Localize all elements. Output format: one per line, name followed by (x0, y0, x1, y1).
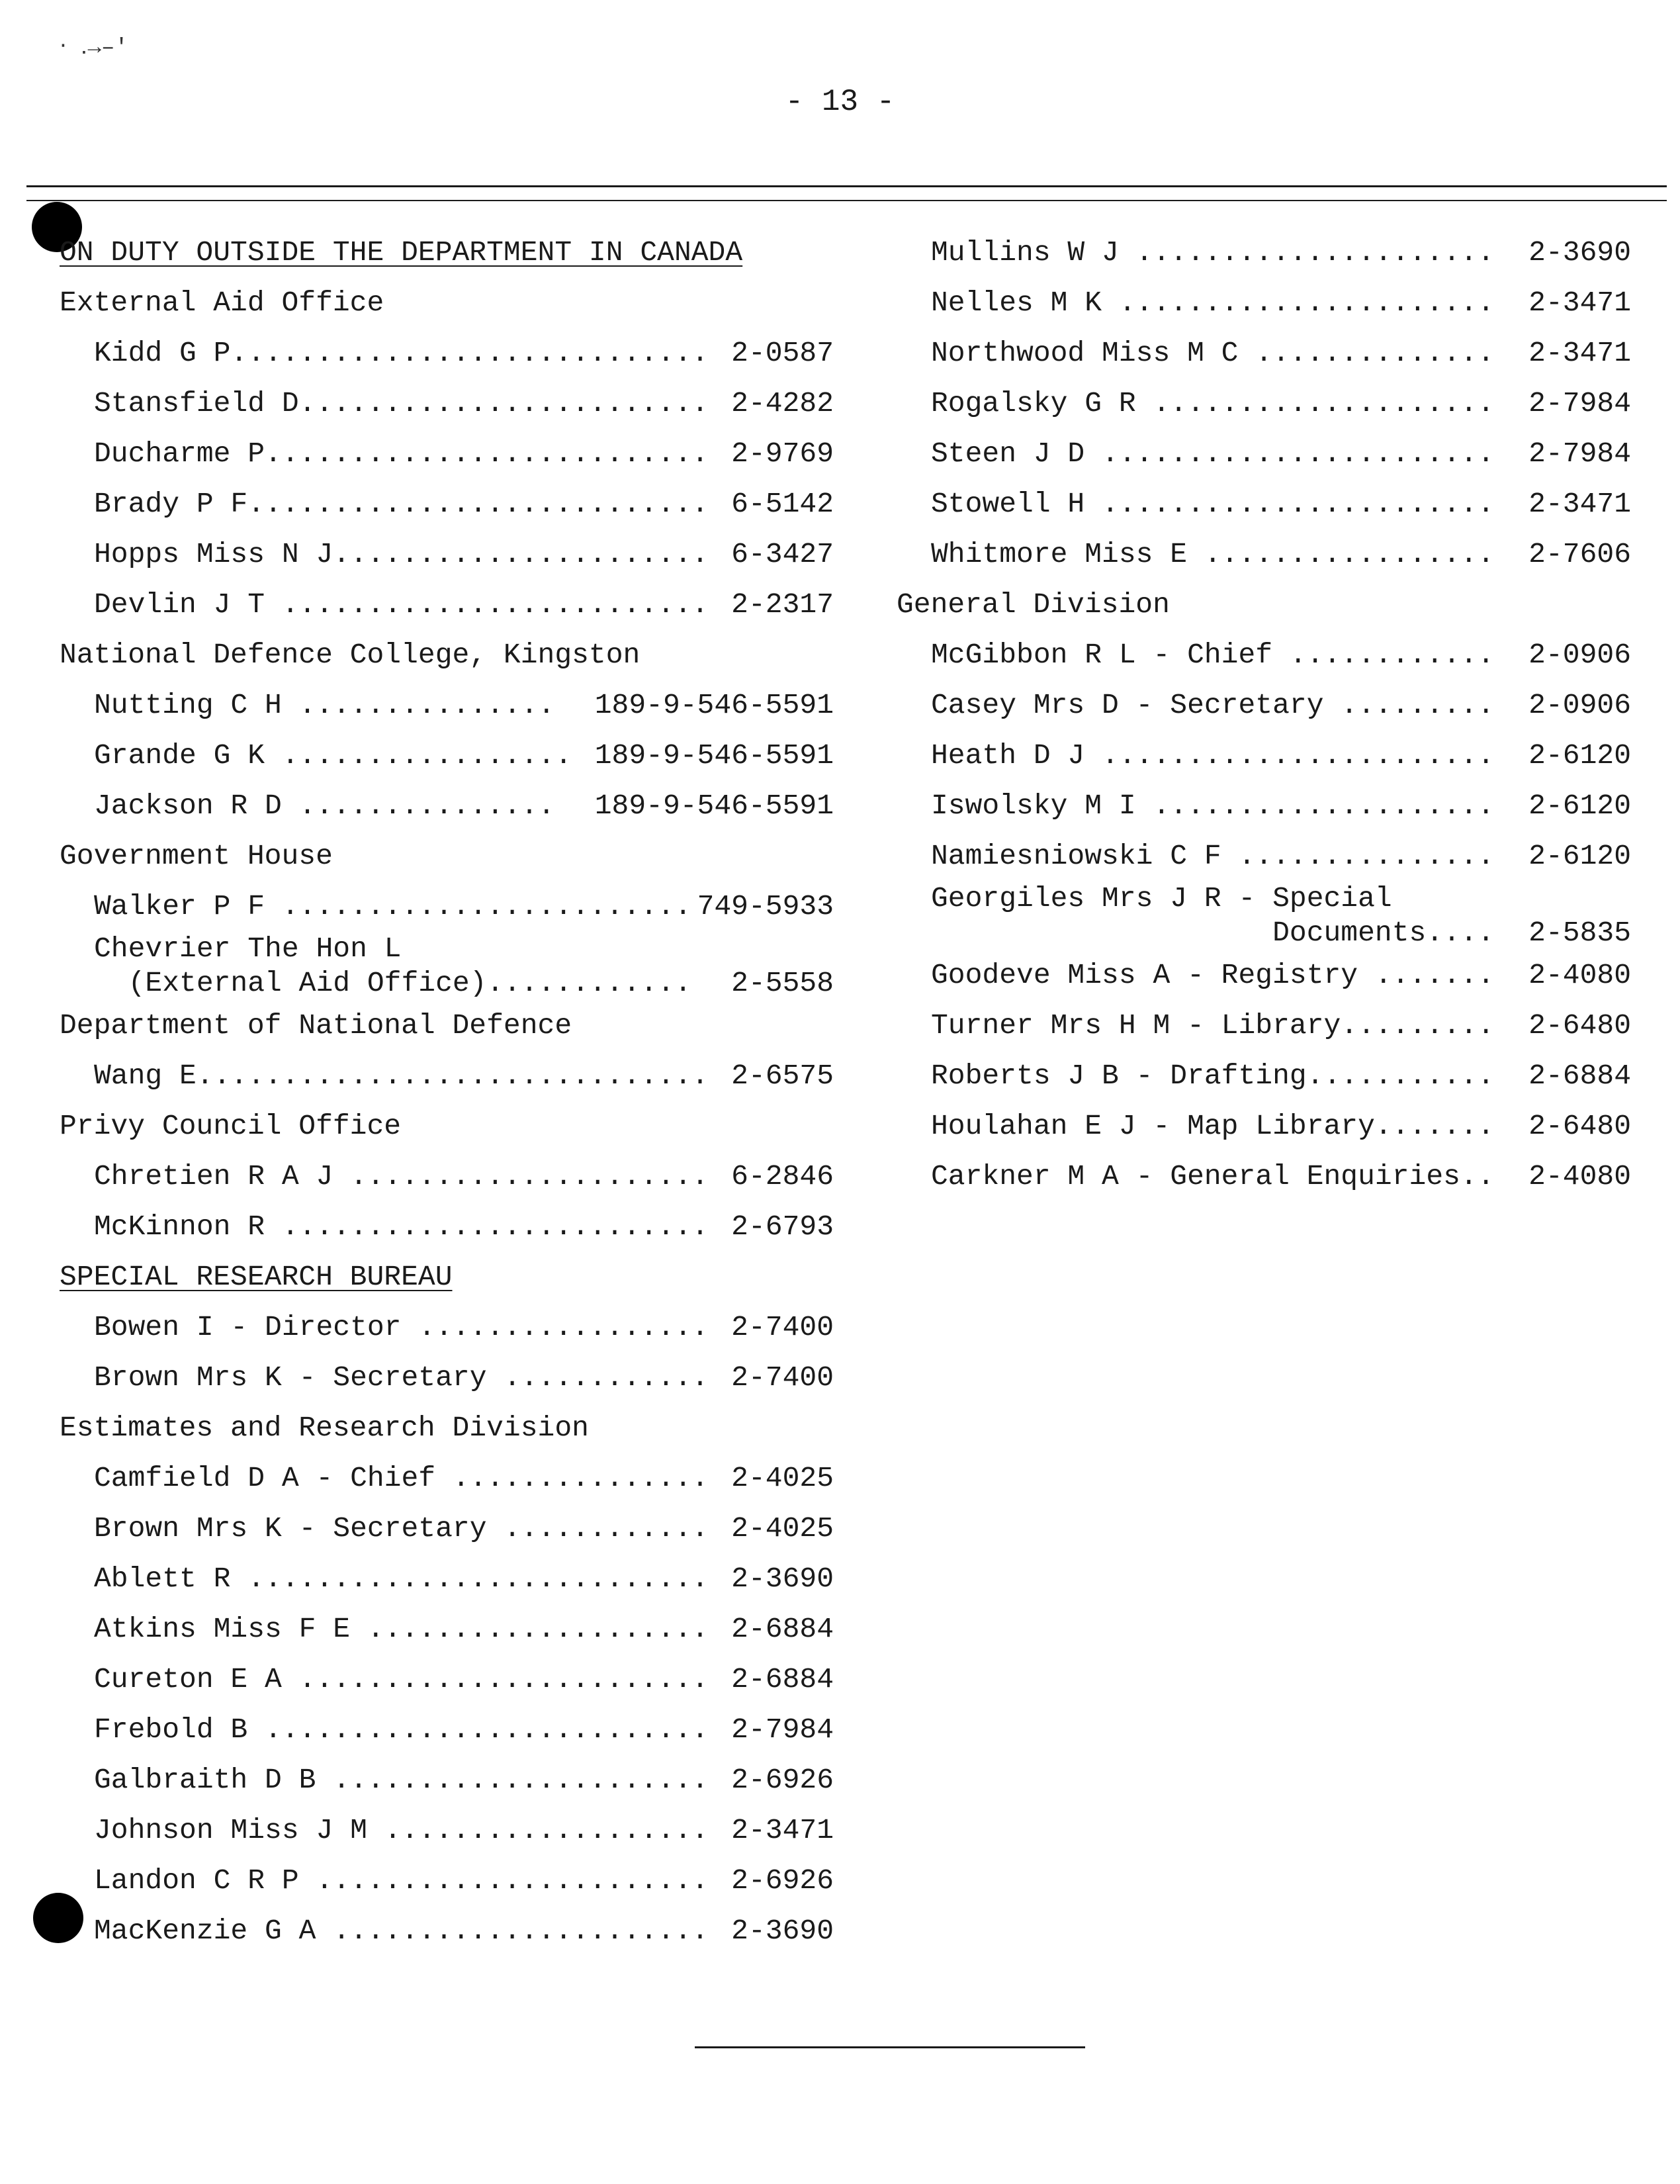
entry-phone: 2-6120 (1528, 840, 1631, 872)
directory-entry (60, 680, 834, 731)
entry-name: Brown Mrs K - Secretary ............ (94, 1361, 709, 1394)
entry-phone: 2-3471 (1528, 337, 1631, 369)
division-heading-text: Government House (60, 840, 333, 872)
entry-name: McGibbon R L - Chief ............ (931, 639, 1495, 671)
directory-entry (60, 1453, 834, 1504)
entry-name: Rogalsky G R .................... (931, 387, 1495, 420)
directory-entry (60, 781, 834, 831)
entry-name: Northwood Miss M C .............. (931, 337, 1495, 369)
entry-name: Brady P F........................... (94, 488, 709, 520)
division-heading (60, 831, 834, 882)
entry-phone: 2-0906 (1528, 639, 1631, 671)
directory-entry (60, 479, 834, 529)
division-heading-text: External Aid Office (60, 287, 384, 319)
directory-entry (897, 1001, 1631, 1051)
entry-phone: 6-2846 (731, 1160, 834, 1193)
entry-phone: 2-6480 (1528, 1110, 1631, 1142)
entry-name: Namiesniowski C F ............... (931, 840, 1495, 872)
entry-phone: 2-0587 (731, 337, 834, 369)
directory-entry (60, 1504, 834, 1554)
entry-name: Chretien R A J ..................... (94, 1160, 709, 1193)
entry-phone: 2-6884 (731, 1663, 834, 1696)
entry-name: Stansfield D........................ (94, 387, 709, 420)
directory-entry (60, 1805, 834, 1856)
entry-phone: 2-7606 (1528, 538, 1631, 570)
entry-name: Turner Mrs H M - Library......... (931, 1009, 1495, 1042)
entry-phone: 2-6884 (1528, 1060, 1631, 1092)
division-heading-text: Department of National Defence (60, 1009, 572, 1042)
directory-entry (897, 731, 1631, 781)
entry-name: Galbraith D B ...................... (94, 1764, 709, 1796)
entry-phone: 2-7400 (731, 1361, 834, 1394)
directory-entry (897, 278, 1631, 328)
directory-entry (60, 1051, 834, 1101)
directory-entry (897, 680, 1631, 731)
entry-name: Casey Mrs D - Secretary ......... (931, 689, 1495, 721)
entry-name: MacKenzie G A ...................... (94, 1915, 709, 1947)
directory-entry (60, 1302, 834, 1353)
division-heading (60, 1101, 834, 1152)
entry-name: Chevrier The Hon L (External Aid Office)............ (94, 933, 692, 999)
directory-entry (60, 1202, 834, 1252)
entry-name: Carkner M A - General Enquiries.. (931, 1160, 1495, 1193)
division-heading-text: General Division (897, 588, 1170, 621)
division-heading (60, 1001, 834, 1051)
entry-name: Ducharme P.......................... (94, 437, 709, 470)
entry-phone: 2-9769 (731, 437, 834, 470)
directory-entry (897, 479, 1631, 529)
entry-name: Grande G K ................. (94, 739, 572, 772)
entry-phone: 2-3690 (731, 1563, 834, 1595)
entry-name: Goodeve Miss A - Registry ....... (931, 959, 1495, 991)
entry-name: Bowen I - Director ................. (94, 1311, 709, 1343)
entry-phone: 2-6793 (731, 1210, 834, 1243)
entry-name: Landon C R P ....................... (94, 1864, 709, 1897)
entry-phone: 2-7984 (1528, 387, 1631, 420)
section-heading-text: SPECIAL RESEARCH BUREAU (60, 1261, 453, 1293)
entry-name: Steen J D ....................... (931, 437, 1495, 470)
directory-entry (60, 429, 834, 479)
directory-entry (897, 328, 1631, 379)
directory-entry (60, 1152, 834, 1202)
entry-phone: 2-0906 (1528, 689, 1631, 721)
directory-entry (60, 1655, 834, 1705)
entry-phone: 2-6120 (1528, 739, 1631, 772)
division-heading (60, 630, 834, 680)
scan-smudge: ‧ ․→–′ (60, 36, 128, 61)
directory-left-column (60, 228, 834, 1956)
entry-phone: 2-7400 (731, 1311, 834, 1343)
entry-name: Camfield D A - Chief ............... (94, 1462, 709, 1494)
entry-phone: 2-4025 (731, 1462, 834, 1494)
directory-entry (60, 932, 834, 1001)
entry-phone: 2-6884 (731, 1613, 834, 1645)
entry-name: Walker P F ........................ (94, 890, 692, 923)
entry-phone: 189-9-546-5591 (594, 689, 834, 721)
entry-name: Jackson R D ............... (94, 790, 555, 822)
entry-phone: 2-4080 (1528, 1160, 1631, 1193)
footer-rule (695, 2046, 1085, 2048)
entry-name: Georgiles Mrs J R - Special Documents.... (931, 882, 1495, 949)
entry-phone: 2-6926 (731, 1864, 834, 1897)
entry-phone: 2-7984 (731, 1713, 834, 1746)
entry-phone: 2-2317 (731, 588, 834, 621)
entry-name: Frebold B .......................... (94, 1713, 709, 1746)
entry-phone: 2-3471 (1528, 287, 1631, 319)
directory-entry (60, 1353, 834, 1403)
entry-name: Devlin J T ......................... (94, 588, 709, 621)
directory-entry (60, 1705, 834, 1755)
entry-name: Stowell H ....................... (931, 488, 1495, 520)
entry-name: Mullins W J ..................... (931, 236, 1495, 269)
division-heading (897, 580, 1631, 630)
entry-phone: 2-3690 (731, 1915, 834, 1947)
entry-phone: 2-5835 (1528, 917, 1631, 949)
header-rule-secondary (26, 200, 1667, 201)
directory-entry (60, 1554, 834, 1604)
entry-phone: 2-7984 (1528, 437, 1631, 470)
directory-entry (60, 379, 834, 429)
directory-entry (897, 781, 1631, 831)
directory-entry (60, 1906, 834, 1956)
entry-name: Houlahan E J - Map Library....... (931, 1110, 1495, 1142)
entry-phone: 749-5933 (697, 890, 834, 923)
entry-name: Iswolsky M I .................... (931, 790, 1495, 822)
entry-phone: 2-6480 (1528, 1009, 1631, 1042)
directory-entry (897, 1051, 1631, 1101)
section-heading-text: ON DUTY OUTSIDE THE DEPARTMENT IN CANADA (60, 236, 743, 269)
entry-name: Johnson Miss J M ................... (94, 1814, 709, 1846)
directory-entry (60, 328, 834, 379)
entry-phone: 6-3427 (731, 538, 834, 570)
directory-entry (897, 882, 1631, 950)
entry-name: Nutting C H ............... (94, 689, 555, 721)
directory-entry (60, 1604, 834, 1655)
directory-entry (60, 1856, 834, 1906)
entry-name: Brown Mrs K - Secretary ............ (94, 1512, 709, 1545)
entry-name: Whitmore Miss E ................. (931, 538, 1495, 570)
entry-name: McKinnon R ......................... (94, 1210, 709, 1243)
directory-entry (897, 379, 1631, 429)
directory-entry (897, 950, 1631, 1001)
directory-entry (60, 731, 834, 781)
directory-entry (60, 580, 834, 630)
directory-entry (897, 630, 1631, 680)
directory-entry (60, 882, 834, 932)
section-heading (60, 228, 834, 278)
division-heading-text: Estimates and Research Division (60, 1412, 589, 1444)
directory-entry (897, 831, 1631, 882)
division-heading-text: Privy Council Office (60, 1110, 402, 1142)
entry-phone: 2-6575 (731, 1060, 834, 1092)
entry-phone: 2-4025 (731, 1512, 834, 1545)
header-rule (26, 185, 1667, 187)
entry-phone: 6-5142 (731, 488, 834, 520)
directory-right-column (897, 228, 1631, 1202)
directory-entry (60, 529, 834, 580)
directory-entry (897, 1152, 1631, 1202)
entry-phone: 189-9-546-5591 (594, 790, 834, 822)
entry-phone: 2-6926 (731, 1764, 834, 1796)
entry-phone: 2-3690 (1528, 236, 1631, 269)
entry-phone: 2-3471 (1528, 488, 1631, 520)
entry-phone: 2-6120 (1528, 790, 1631, 822)
entry-name: Hopps Miss N J...................... (94, 538, 709, 570)
directory-entry (897, 429, 1631, 479)
directory-entry (897, 228, 1631, 278)
entry-name: Ablett R ........................... (94, 1563, 709, 1595)
page-number: - 13 - (785, 85, 895, 119)
entry-name: Kidd G P............................ (94, 337, 709, 369)
entry-name: Nelles M K ...................... (931, 287, 1495, 319)
directory-entry (60, 1755, 834, 1805)
entry-name: Heath D J ....................... (931, 739, 1495, 772)
directory-entry (897, 1101, 1631, 1152)
entry-phone: 2-3471 (731, 1814, 834, 1846)
section-heading (60, 1252, 834, 1302)
directory-entry (897, 529, 1631, 580)
entry-phone: 2-5558 (731, 967, 834, 999)
entry-name: Wang E.............................. (94, 1060, 709, 1092)
entry-phone: 189-9-546-5591 (594, 739, 834, 772)
entry-name: Atkins Miss F E .................... (94, 1613, 709, 1645)
entry-name: Roberts J B - Drafting........... (931, 1060, 1495, 1092)
division-heading-text: National Defence College, Kingston (60, 639, 641, 671)
entry-phone: 2-4282 (731, 387, 834, 420)
division-heading (60, 278, 834, 328)
division-heading (60, 1403, 834, 1453)
entry-phone: 2-4080 (1528, 959, 1631, 991)
entry-name: Cureton E A ........................ (94, 1663, 709, 1696)
